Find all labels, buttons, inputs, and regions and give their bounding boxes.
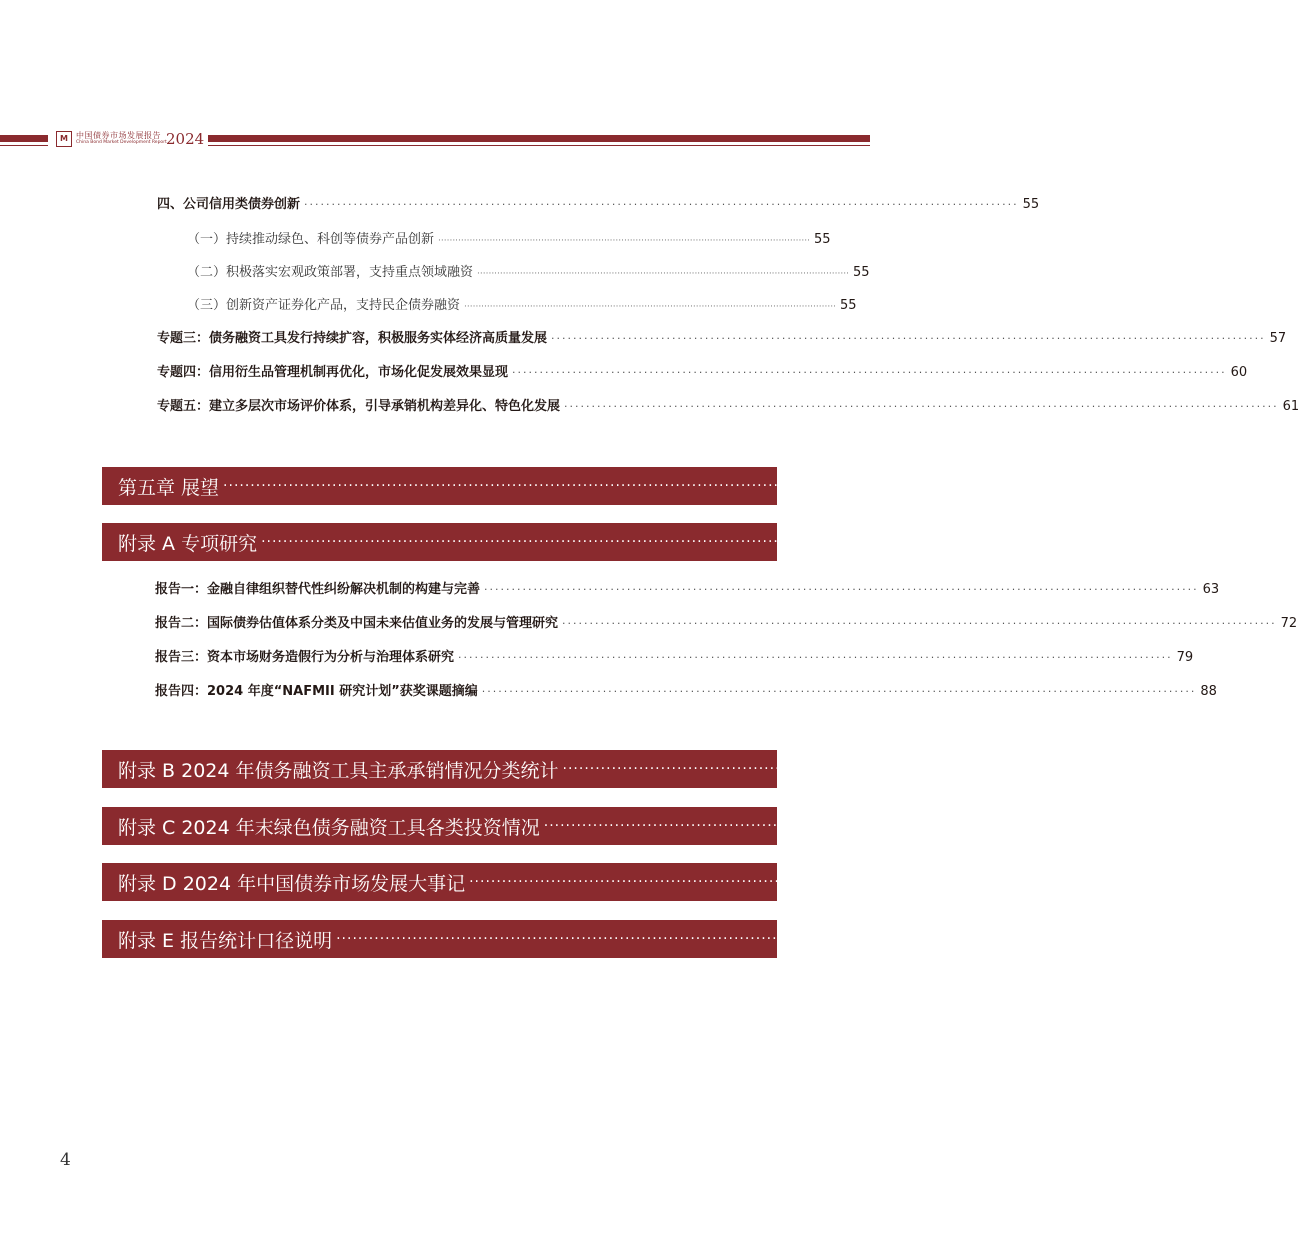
dot-leader: ··································································································································	[564, 400, 1279, 413]
dot-leader: ··································································································································	[223, 478, 932, 494]
dot-leader: ··································································································································	[438, 236, 810, 246]
dot-leader: ··································································································································	[464, 302, 836, 312]
header-bar-left	[0, 135, 48, 142]
report-header	[0, 128, 870, 152]
toc-entry-page: 63	[1202, 582, 1220, 597]
toc-entry-label: 报告三：资本市场财务造假行为分析与治理体系研究	[155, 650, 455, 665]
header-line-left	[0, 145, 48, 146]
toc-entry[interactable]	[187, 261, 870, 280]
dot-leader: ··································································································································	[562, 617, 1277, 630]
toc-entry-label: 报告二：国际债券估值体系分类及中国未来估值业务的发展与管理研究	[155, 616, 559, 631]
chapter-page: 93	[1275, 758, 1299, 780]
dot-leader: ··································································································································	[336, 931, 1045, 947]
toc-entry-page: 55	[839, 298, 857, 313]
dot-leader: ··································································································································	[484, 583, 1199, 596]
dot-leader: ··································································································································	[481, 685, 1197, 698]
chapter-bar[interactable]	[102, 920, 1085, 958]
toc-entry[interactable]	[155, 646, 1194, 665]
toc-entry-label: 专题四：信用衍生品管理机制再优化，市场化促发展效果显现	[157, 365, 509, 380]
chapter-bar[interactable]	[102, 807, 1281, 845]
dot-leader: ··································································································································	[304, 198, 1019, 211]
toc-entry-page: 72	[1280, 616, 1298, 631]
chapter-bar[interactable]	[102, 750, 1299, 788]
dot-leader: ··································································································································	[261, 534, 970, 550]
chapter-label: 附录 E 报告统计口径说明	[118, 929, 333, 952]
toc-entry-label: 报告一：金融自律组织替代性纠纷解决机制的构建与完善	[155, 582, 481, 597]
chapter-label: 附录 D 2024 年中国债券市场发展大事记	[118, 872, 466, 895]
toc-entry[interactable]	[155, 680, 1217, 699]
toc-entry-page: 57	[1269, 331, 1287, 346]
toc-entry-page: 61	[1282, 399, 1299, 414]
dot-leader: ··································································································································	[562, 761, 1272, 777]
dot-leader: ··································································································································	[543, 818, 1253, 834]
toc-entry-page: 55	[852, 265, 870, 280]
chapter-page: 62	[935, 475, 960, 497]
toc-entry-label: （二）积极落实宏观政策部署，支持重点领域融资	[187, 265, 474, 280]
toc-entry[interactable]	[155, 578, 1220, 597]
chapter-label: 附录 A 专项研究	[118, 532, 258, 555]
header-title-en: China Bond Market Development Report	[76, 140, 167, 145]
header-title-cn: 中国债券市场发展报告	[76, 131, 161, 140]
chapter-label: 附录 C 2024 年末绿色债务融资工具各类投资情况	[118, 816, 540, 839]
logo-icon: M	[56, 131, 72, 147]
header-year: 2024	[166, 130, 205, 148]
toc-entry[interactable]	[157, 193, 1040, 212]
toc-entry-page: 55	[813, 232, 831, 247]
chapter-label: 第五章 展望	[118, 476, 220, 499]
header-bar-right	[208, 135, 870, 142]
chapter-page: 63	[973, 531, 998, 553]
chapter-bar[interactable]	[102, 523, 998, 561]
toc-entry-label: 报告四：2024 年度“NAFMII 研究计划”获奖课题摘编	[155, 684, 478, 699]
toc-entry-page: 88	[1200, 684, 1217, 699]
toc-entry[interactable]	[187, 294, 857, 313]
toc-entry-label: 四、公司信用类债券创新	[157, 197, 301, 212]
toc-entry-label: 专题三：债务融资工具发行持续扩容，积极服务实体经济高质量发展	[157, 331, 548, 346]
chapter-page: 97	[1256, 815, 1281, 837]
dot-leader: ··································································································································	[477, 269, 849, 279]
chapter-page: 107	[1048, 928, 1085, 950]
toc-entry[interactable]	[157, 361, 1248, 380]
chapter-bar[interactable]	[102, 467, 960, 505]
toc-entry[interactable]	[157, 395, 1299, 414]
dot-leader: ··································································································································	[458, 651, 1173, 664]
dot-leader: ··································································································································	[512, 366, 1227, 379]
dot-leader: ··································································································································	[551, 332, 1266, 345]
dot-leader: ··································································································································	[469, 874, 1178, 890]
toc-entry[interactable]	[187, 228, 831, 247]
chapter-bar[interactable]	[102, 863, 1218, 901]
page-number: 4	[60, 1150, 71, 1170]
chapter-page: 100	[1181, 871, 1218, 893]
toc-entry[interactable]	[157, 327, 1287, 346]
toc-entry-page: 79	[1176, 650, 1194, 665]
header-line-right	[208, 145, 870, 146]
toc-entry-label: （一）持续推动绿色、科创等债券产品创新	[187, 232, 435, 247]
toc-entry-label: （三）创新资产证券化产品，支持民企债券融资	[187, 298, 461, 313]
toc-entry-label: 专题五：建立多层次市场评价体系，引导承销机构差异化、特色化发展	[157, 399, 561, 414]
chapter-label: 附录 B 2024 年债务融资工具主承承销情况分类统计	[118, 759, 559, 782]
toc-entry-page: 55	[1022, 197, 1040, 212]
toc-entry-page: 60	[1230, 365, 1248, 380]
toc-entry[interactable]	[155, 612, 1298, 631]
